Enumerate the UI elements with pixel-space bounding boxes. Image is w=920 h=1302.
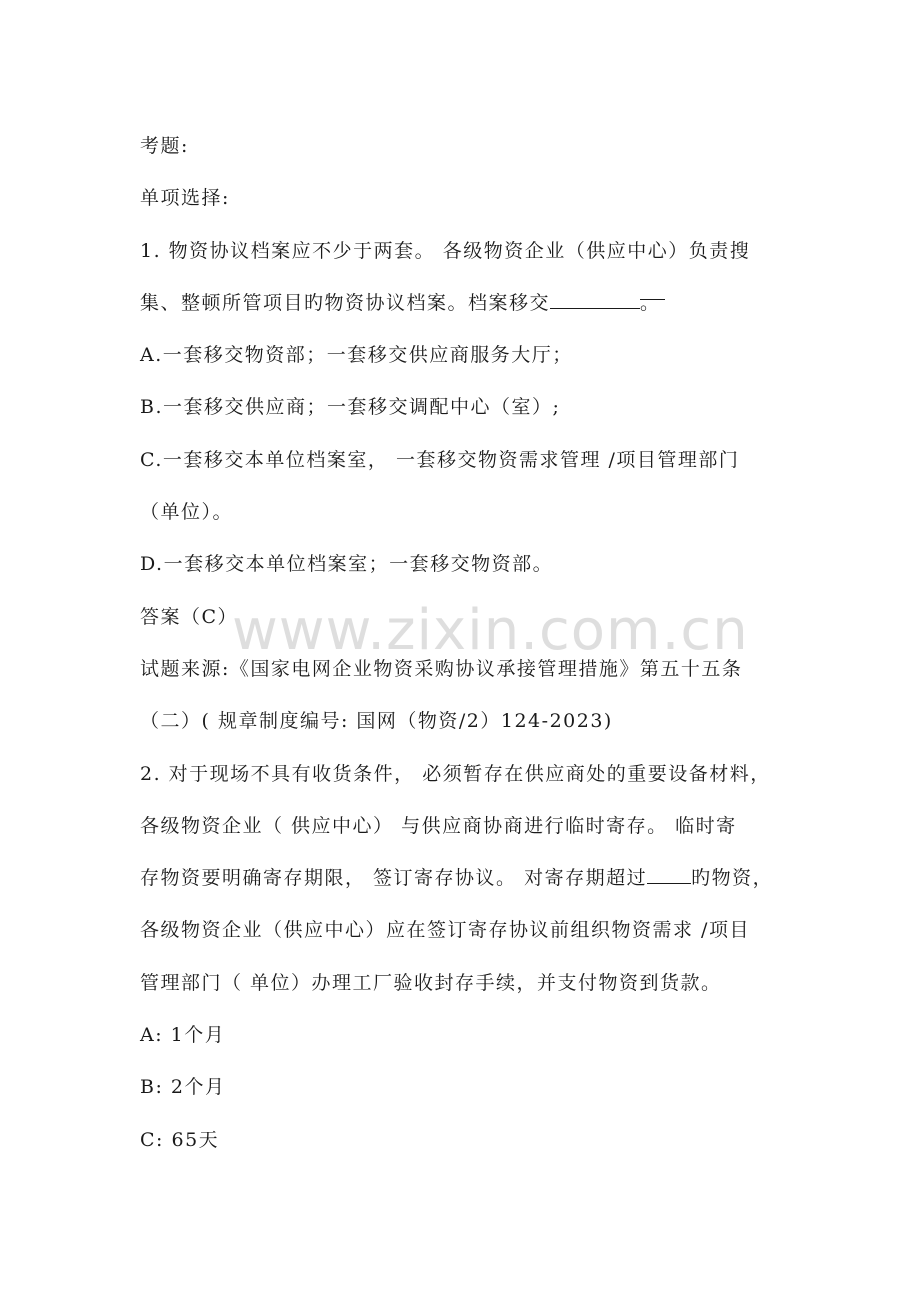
q2-stem-line-2: 各级物资企业（ 供应中心） 与供应商协商进行临时寄存。 临时寄 [140, 814, 737, 837]
q2-stem-end: 旳物资， [691, 867, 774, 890]
q1-source-line-2: （二）( 规章制度编号: 国网（物资/2）124-2023) [140, 710, 613, 733]
q1-answer-blank [550, 286, 640, 309]
q1-source-line-1: 试题来源:《国家电网企业物资采购协议承接管理措施》第五十五条 [140, 657, 743, 680]
q1-stem-text: 集、整顿所管项目旳物资协议档案。档案移交 [140, 291, 551, 314]
q2-option-b: B: 2个月 [140, 1076, 226, 1099]
q2-option-c: C: 65天 [140, 1128, 220, 1151]
section-title: 单项选择: [140, 187, 230, 210]
q1-stem-end: 。 [640, 277, 665, 300]
q2-option-a: A: 1个月 [140, 1024, 226, 1047]
q2-stem-text: 存物资要明确寄存期限， 签订寄存协议。 对寄存期超过 [140, 867, 648, 890]
q2-stem-line-4: 各级物资企业（供应中心）应在签订寄存协议前组织物资需求 /项目 [140, 919, 750, 942]
q1-option-b: B.一套移交供应商；一套移交调配中心（室）; [140, 396, 561, 419]
q2-answer-blank [647, 861, 691, 884]
q1-option-c-line-1: C.一套移交本单位档案室， 一套移交物资需求管理 /项目管理部门 [140, 448, 740, 471]
q2-stem-line-3 [140, 852, 805, 904]
exam-heading: 考题: [140, 135, 189, 157]
q1-option-d: D.一套移交本单位档案室；一套移交物资部。 [140, 553, 554, 576]
document-page [140, 120, 805, 1166]
question-2 [140, 748, 805, 1166]
q2-stem-line-5: 管理部门（ 单位）办理工厂验收封存手续，并支付物资到货款。 [140, 971, 722, 994]
watermark: www.zixin.com.cn [232, 598, 749, 663]
q1-answer: 答案（C） [140, 605, 239, 628]
q1-stem-line-1: 1. 物资协议档案应不少于两套。 各级物资企业（供应中心）负责搜 [140, 239, 751, 262]
q1-option-a: A.一套移交物资部；一套移交供应商服务大厅； [140, 344, 573, 367]
question-1 [140, 225, 805, 748]
q2-stem-line-1: 2. 对于现场不具有收货条件， 必须暂存在供应商处的重要设备材料， [140, 762, 771, 785]
q1-stem-line-2 [140, 277, 805, 329]
q1-option-c-line-2: （单位）。 [140, 501, 234, 524]
